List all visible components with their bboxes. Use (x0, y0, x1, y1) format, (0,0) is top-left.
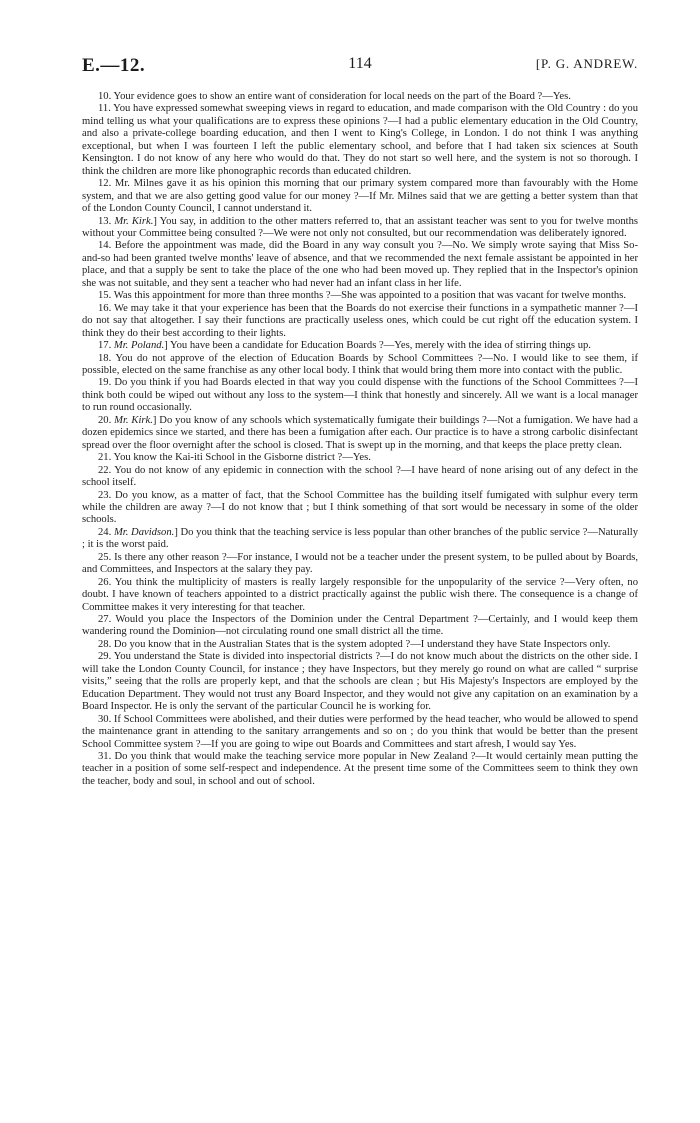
question-paragraph (82, 303, 638, 340)
question-paragraph (82, 614, 638, 639)
question-number: 25. (98, 551, 112, 563)
question-text: Was this appointment for more than three months ?—She was appointed to a position that was vacant for twelve months. (113, 290, 626, 302)
question-text: Your evidence goes to show an entire want of consideration for local needs on the part of the Board ?—Yes. (113, 91, 571, 102)
speaker-name: Mr. Kirk. (114, 215, 154, 227)
question-text: Do you know that in the Australian States that is the system adopted ?—I understand they have State Inspectors only. (113, 638, 611, 650)
question-text: You understand the State is divided into inspectorial districts ?—I do not know much about the districts on the other side. I will take the London County Council, for instance ; they have Inspectors, but they merely go round on what are called “ surprise visits,” seeing that the rolls are properly kept, and that the schools are clean ; but His Majesty's Inspectors are employed by the Education Department. They would not trust any Board Inspector, and they would not give any capitation on an examination by a Board Inspector. He is only the servant of the particular Council he is working for. (82, 651, 638, 713)
question-text: You do not approve of the election of Education Boards by School Committees ?—No. I would like to see them, if possible, elected on the same franchise as any other local body. I think that would bring them more into contact with the public. (82, 352, 638, 376)
question-paragraph (82, 714, 638, 751)
question-number: 22. (98, 464, 112, 476)
question-text: ] Do you think that the teaching service is less popular than other branches of the public service ?—Naturally ; it is the worst paid. (82, 526, 638, 551)
question-number: 17. (98, 340, 112, 352)
question-number: 14. (98, 240, 112, 252)
question-text: ] Do you know of any schools which systematically fumigate their buildings ?—Not a fumigation. We have had a dozen epidemics since we started, and there has been a fumigation after each. Our practice is to have a strong carbolic disinfectant spread over the floor overnight after the school is closed. That is swept up in the morning, and that keeps the place pretty clean. (82, 414, 638, 451)
question-paragraph (82, 216, 638, 241)
question-paragraph (82, 415, 638, 452)
question-number: 29. (98, 651, 112, 663)
question-paragraph (82, 527, 638, 552)
question-text: Before the appointment was made, did the Board in any way consult you ?—No. We simply wrote saying that Miss So-and-so had been granted twelve months' leave of absence, and that we recommended the next female assistant be appointed in her place, and that a supply be sent to take the place of the one who had been moved up. They replied that in the Inspector's opinion she was not suitable, and they sent a teacher who had never had an infant class in her life. (82, 240, 639, 289)
question-text: If School Committees were abolished, and their duties were performed by the head teacher, who would be allowed to spend the maintenance grant in attending to the sanitary arrangements and so on ; do you think that would be better than the present School Committee system ?—If you are going to wipe out Boards and Committees and start afresh, I would say Yes. (82, 713, 639, 750)
question-paragraph (82, 290, 638, 302)
question-number: 16. (98, 302, 112, 314)
question-paragraph (82, 178, 638, 215)
question-number: 11. (98, 103, 111, 115)
question-text: Is there any other reason ?—For instance, I would not be a teacher under the present system, to be pulled about by Boards, and Committees, and Inspectors at the salary they pay. (82, 551, 639, 576)
question-paragraph (82, 103, 638, 178)
question-text: Do you know, as a matter of fact, that the School Committee has the building itself fumigated with sulphur every term while the children are away ?—I do not know that ; but I think something of that sort would be necessary in some of the older schools. (82, 489, 638, 526)
document-reference: E.—12. (82, 55, 146, 76)
question-text: ] You say, in addition to the other matters referred to, that an assistant teacher was sent to you for twelve months without your Committee being consulted ?—We were not only not consulted, but our recommendation was deliberately ignored. (82, 215, 638, 239)
question-number: 28. (98, 638, 112, 650)
question-text: Mr. Milnes gave it as his opinion this morning that our primary system compared more than favourably with the Home system, and that we are also getting good value for our money ?—If Mr. Milnes said that we are getting a better system than that of the London County Council, I cannot understand it. (82, 178, 638, 215)
question-paragraph (82, 452, 638, 464)
question-number: 10. (98, 91, 112, 102)
question-number: 23. (98, 489, 112, 501)
question-paragraph (82, 91, 638, 103)
question-paragraph (82, 639, 638, 651)
question-text: Do you think that would make the teaching service more popular in New Zealand ?—It would certainly mean putting the teacher in a position of some self-respect and independence. At the present time some of the Committees seem to think they own the teacher, body and soul, in school and out of school. (82, 751, 638, 787)
witness-name: [P. G. ANDREW. (535, 56, 638, 71)
question-number: 30. (98, 713, 112, 725)
document-body (82, 91, 638, 788)
speaker-name: Mr. Davidson. (113, 526, 175, 538)
question-paragraph (82, 353, 638, 378)
question-number: 24. (98, 526, 112, 538)
question-number: 19. (98, 377, 112, 389)
question-paragraph (82, 465, 638, 490)
question-paragraph (82, 240, 638, 290)
page-header (82, 55, 638, 77)
page-number: 114 (348, 55, 372, 72)
question-text: You have expressed somewhat sweeping views in regard to education, and made comparison with the Old Country : do you mind telling us what your qualifications are to express these opinions ?—I had a public elementary education in the Old Country, and also a private-college boarding education, and then I went to King's College, in London. I do not think I was anything exceptional, but when I was fourteen I left the public elementary school, and before that I had taken six sciences at South Kensington. I do not know of any here who would do that. They do not start so well here, and the system is not so thorough. I think the children are more like phonographic records than educated children. (82, 103, 638, 177)
question-paragraph (82, 751, 638, 788)
question-text: We may take it that your experience has been that the Boards do not exercise their functions in a sympathetic manner ?—I do not say that altogether. I say their functions are practically useless ones, which could be cut right off the education system. I think they do their best according to their lights. (82, 302, 638, 339)
question-number: 12. (98, 178, 112, 190)
question-number: 26. (98, 576, 112, 588)
question-text: Do you think if you had Boards elected in that way you could dispense with the functions of the School Committees ?—I think both could be wiped out without any loss to the system—I think that honestly and sincerely. All we want is a local manager to run round occasionally. (82, 377, 638, 414)
question-paragraph (82, 552, 638, 577)
question-number: 13. (98, 215, 112, 227)
question-text: You think the multiplicity of masters is really largely responsible for the unpopularity of the service ?—Very often, no doubt. I have known of teachers appointed to a district practically against the public wish there. The consequence is a change of Committee makes it very interesting for that teacher. (82, 576, 638, 613)
question-text: Would you place the Inspectors of the Dominion under the Central Department ?—Certainly, and I would keep them wandering round the Dominion—not circulating round one small district all the time. (82, 614, 638, 638)
question-number: 18. (98, 352, 112, 364)
question-text: ] You have been a candidate for Education Boards ?—Yes, merely with the idea of stirring things up. (164, 340, 591, 352)
speaker-name: Mr. Kirk. (114, 414, 153, 426)
question-text: You know the Kai-iti School in the Gisborne district ?—Yes. (113, 452, 371, 464)
question-paragraph (82, 340, 638, 352)
question-number: 21. (98, 452, 112, 464)
question-paragraph (82, 490, 638, 527)
question-number: 27. (98, 614, 112, 626)
question-number: 15. (98, 290, 112, 302)
question-paragraph (82, 651, 638, 713)
speaker-name: Mr. Poland. (113, 340, 165, 352)
question-number: 20. (98, 414, 112, 426)
document-page (82, 55, 638, 788)
question-number: 31. (98, 751, 112, 763)
question-paragraph (82, 577, 638, 614)
question-paragraph (82, 377, 638, 414)
question-text: You do not know of any epidemic in connection with the school ?—I have heard of none arising out of any defect in the school itself. (82, 464, 638, 489)
